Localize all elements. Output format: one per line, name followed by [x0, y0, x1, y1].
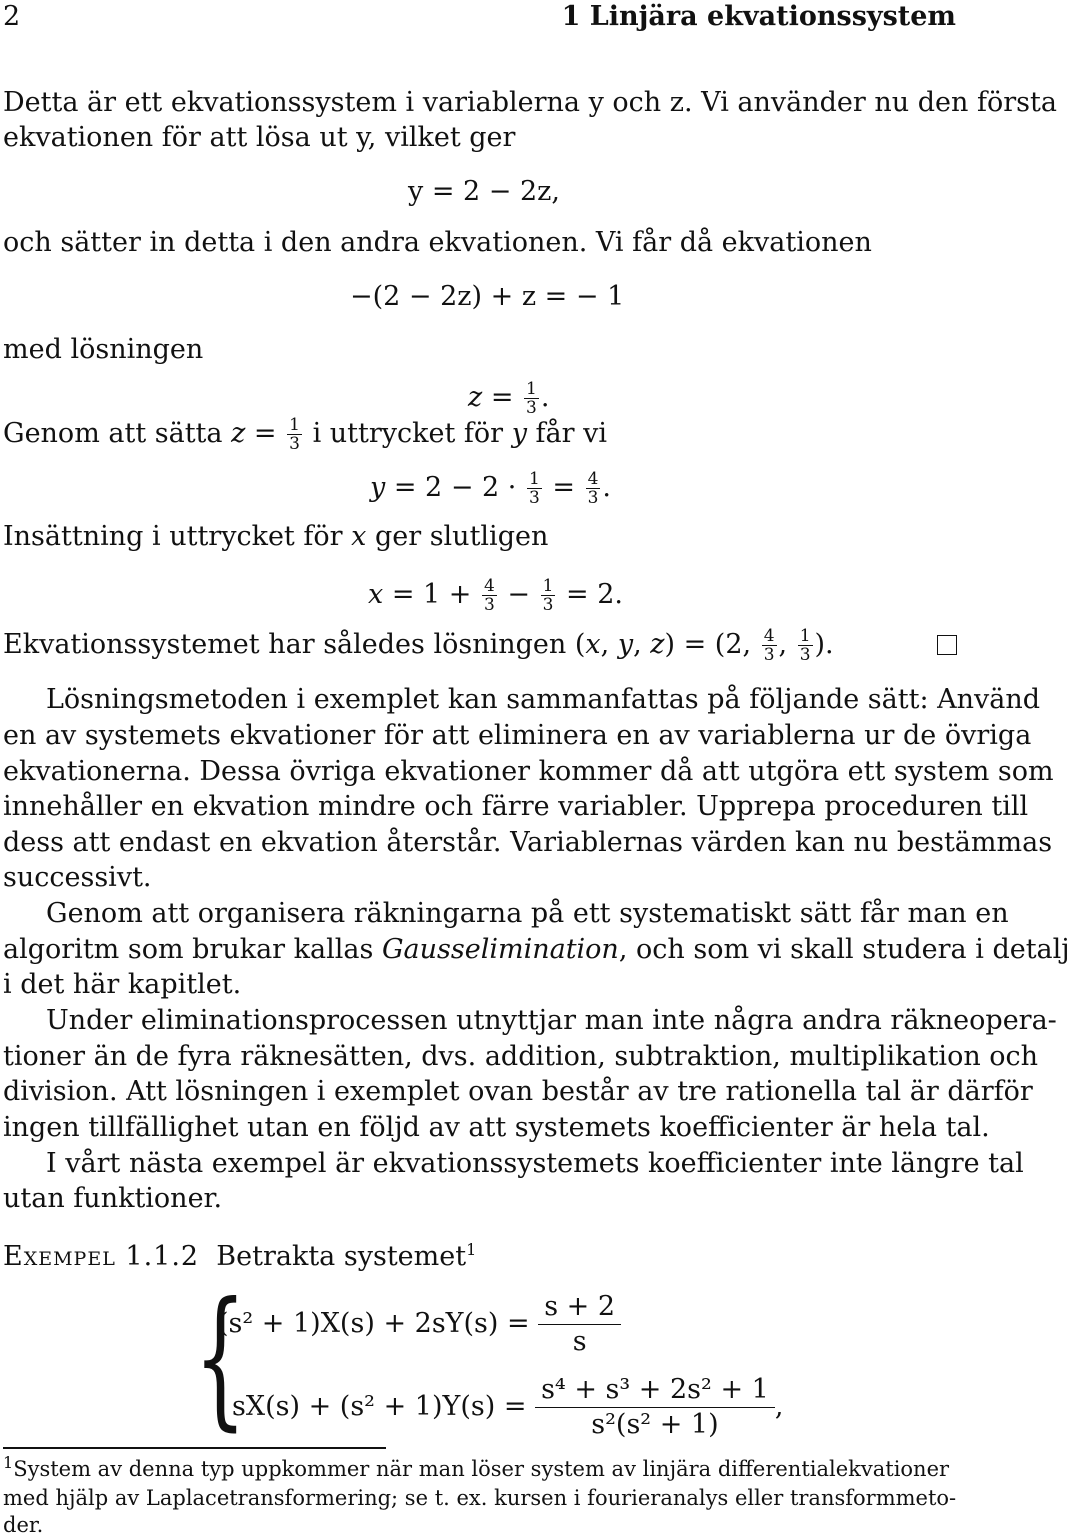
footnote-line-2: med hjälp av Laplacetransformering; se t. ex. kursen i fourieranalys eller transformmeto- [3, 1486, 957, 1510]
footnote-ref: 1 [466, 1240, 477, 1259]
intro-line-1: Detta är ett ekvationssystem i variablerna y och z. Vi använder nu den första [3, 87, 1057, 118]
system-row-2-denominator: s²(s² + 1) [591, 1409, 719, 1440]
intro-line-5a: Genom att sätta [3, 418, 223, 449]
fraction-four-thirds: $\frac{4}{3}$ [587, 469, 599, 508]
body-line-4: innehåller en ekvation mindre och färre variabler. Upprepa proceduren till [3, 791, 1029, 822]
example-heading [3, 1240, 476, 1274]
body-line-7: Genom att organisera räkningarna på ett systematiskt sätt får man en [46, 898, 1009, 929]
fraction-one-third: $\frac{1}{3}$ [526, 379, 537, 418]
body-line-11: tioner än de fyra räknesätten, dvs. addition, subtraktion, multiplikation och [3, 1041, 1039, 1072]
solution-line: Ekvationssystemet har således lösningen (x, y, z) = (2, $\frac{4}{3}$ , $\frac{1}{3}$ ). [3, 626, 834, 665]
body-line-15: utan funktioner. [3, 1183, 223, 1214]
body-line-9: i det här kapitlet. [3, 969, 242, 1000]
system-row-1 [218, 1290, 621, 1359]
intro-line-5b: i uttrycket för [312, 418, 504, 449]
intro-line-4: med lösningen [3, 334, 204, 365]
body-line-8c: , och som vi skall studera i detalj [618, 934, 1070, 965]
left-brace-icon: { [194, 1271, 247, 1445]
equation-x-value: x = 1 + $\frac{4}{3}$ − $\frac{1}{3}$ = 2. [368, 576, 624, 615]
system-row-1-fraction [538, 1290, 621, 1359]
intro-line-3: och sätter in detta i den andra ekvationen. Vi får då ekvationen [3, 227, 872, 258]
body-line-5: dess att endast en ekvation återstår. Variablernas värden kan nu bestämmas [3, 827, 1053, 858]
intro-line-5: Genom att sätta z = $\frac{1}{3}$ i uttrycket för y får vi [3, 415, 608, 454]
system-row-2-tail: , [774, 1391, 784, 1422]
system-row-1-denominator: s [572, 1326, 587, 1357]
equation-substituted: −(2 − 2z) + z = − 1 [350, 281, 625, 312]
example-text: Betrakta systemet [216, 1241, 467, 1272]
body-line-6: successivt. [3, 862, 152, 893]
body-line-10: Under eliminationsprocessen utnyttjar man inte några andra räkneopera- [46, 1005, 1057, 1036]
solution-text: Ekvationssystemet har således lösningen [3, 629, 567, 660]
fraction-four-thirds: $\frac{4}{3}$ [763, 626, 775, 665]
system-row-2-lhs: sX(s) + (s² + 1)Y(s) = [232, 1391, 527, 1422]
qed-box-icon [937, 635, 957, 655]
fraction-one-third: $\frac{1}{3}$ [799, 626, 811, 665]
system-row-1-numerator: s + 2 [538, 1290, 621, 1325]
fraction-one-third: $\frac{1}{3}$ [289, 415, 300, 454]
body-line-12: division. Att lösningen i exemplet ovan består av tre rationella tal är därför [3, 1076, 1033, 1107]
intro-line-5c: får vi [535, 418, 608, 449]
footnote-line-1 [3, 1455, 949, 1483]
intro-line-6a: Insättning i uttrycket för [3, 521, 343, 552]
system-row-2-fraction [535, 1373, 775, 1442]
intro-line-6b: ger slutligen [374, 521, 549, 552]
fraction-one-third: $\frac{1}{3}$ [542, 576, 554, 615]
body-line-3: ekvationerna. Dessa övriga ekvationer kommer då att utgöra ett system som [3, 756, 1054, 787]
system-row-2 [232, 1373, 783, 1442]
fraction-one-third: $\frac{1}{3}$ [528, 469, 540, 508]
body-line-1: Lösningsmetoden i exemplet kan sammanfattas på följande sätt: Använd [46, 684, 1041, 715]
chapter-title: 1 Linjära ekvationssystem [561, 1, 956, 32]
intro-line-2: ekvationen för att lösa ut y, vilket ger [3, 122, 516, 153]
intro-line-6: Insättning i uttrycket för x ger slutligen [3, 521, 549, 552]
body-line-14: I vårt nästa exempel är ekvationssystemets koefficienter inte längre tal [46, 1148, 1024, 1179]
example-label: Exempel 1.1.2 [3, 1241, 200, 1272]
system-row-2-numerator: s⁴ + s³ + 2s² + 1 [535, 1373, 775, 1408]
body-line-13: ingen tillfällighet utan en följd av att systemets koefficienter är hela tal. [3, 1112, 990, 1143]
footnote-rule [3, 1447, 386, 1449]
footnote-line-3: der. [3, 1513, 44, 1537]
page-number: 2 [3, 1, 21, 32]
equation-z: z = $\frac{1}{3}$ . [468, 379, 550, 418]
equation-y: y = 2 − 2z, [408, 176, 560, 207]
term-gausselimination: Gausselimination [381, 934, 619, 965]
footnote-mark: 1 [3, 1453, 14, 1472]
body-line-8 [3, 933, 1070, 967]
body-line-2: en av systemets ekvationer för att eliminera en av variablerna ur de övriga [3, 720, 1032, 751]
system-row-1-lhs: (s² + 1)X(s) + 2sY(s) = [218, 1308, 530, 1339]
fraction-four-thirds: $\frac{4}{3}$ [484, 576, 495, 615]
footnote-text-1: System av denna typ uppkommer när man löser system av linjära differentialekvationer [13, 1457, 950, 1481]
body-line-8a: algoritm som brukar kallas [3, 934, 374, 965]
equation-y-value: y = 2 − 2 · $\frac{1}{3}$ = $\frac{4}{3}$ . [370, 469, 611, 508]
